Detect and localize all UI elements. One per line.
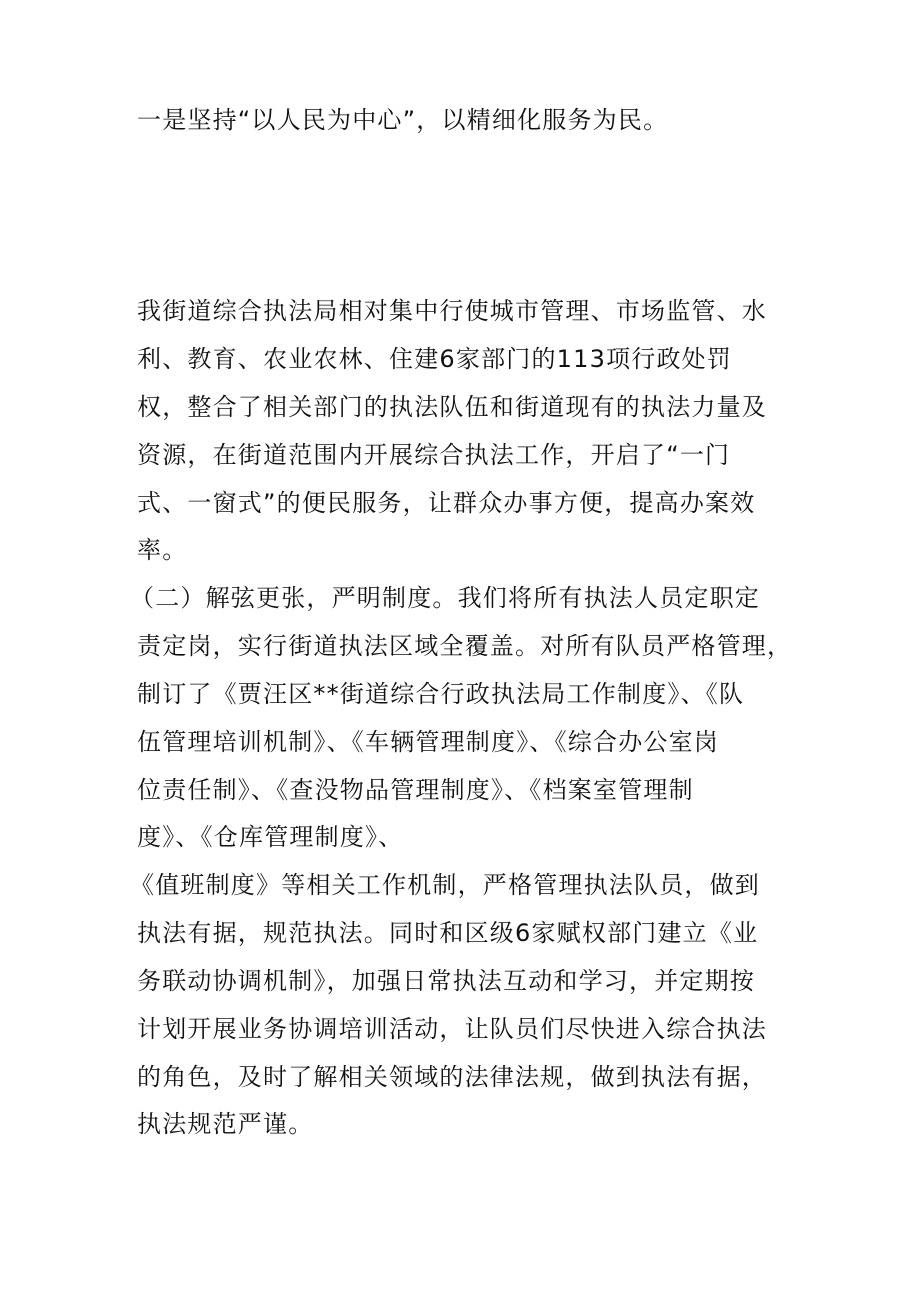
paragraph-line: 务联动协调机制》，加强日常执法互动和学习，并定期按 bbox=[137, 967, 755, 995]
paragraph-line: （二）解弦更张，严明制度。我们将所有执法人员定职定 bbox=[130, 584, 760, 612]
paragraph-line: 执法有据，规范执法。同时和区级6家赋权部门建立《业 bbox=[137, 919, 759, 947]
paragraph-line: 权，整合了相关部门的执法队伍和街道现有的执法力量及 bbox=[137, 393, 767, 421]
paragraph-line: 位责任制》、《查没物品管理制度》、《档案室管理制 bbox=[137, 776, 694, 804]
paragraph-line: 式、一窗式”的便民服务，让群众办事方便，提高办案效 bbox=[137, 489, 756, 517]
paragraph-line: 执法规范严谨。 bbox=[137, 1110, 314, 1138]
paragraph-line: 责定岗，实行街道执法区域全覆盖。对所有队员严格管理， bbox=[137, 632, 793, 660]
paragraph-line: 伍管理培训机制》、《车辆管理制度》、《综合办公室岗 bbox=[137, 728, 719, 756]
paragraph-line: 利、教育、农业农林、住建6家部门的113项行政处罚 bbox=[137, 345, 733, 373]
paragraph-line: 率。 bbox=[137, 536, 188, 564]
paragraph-line: 我街道综合执法局相对集中行使城市管理、市场监管、水 bbox=[137, 297, 767, 325]
paragraph-line: 资源，在街道范围内开展综合执法工作，开启了“一门 bbox=[137, 441, 731, 469]
paragraph-line: 制订了《贾汪区**街道综合行政执法局工作制度》、《队 bbox=[137, 680, 745, 708]
paragraph-line: 的角色，及时了解相关领域的法律法规，做到执法有据， bbox=[137, 1063, 767, 1091]
paragraph-line: 计划开展业务协调培训活动，让队员们尽快进入综合执法 bbox=[137, 1015, 767, 1043]
heading-line: 一是坚持“以人民为中心”，以精细化服务为民。 bbox=[137, 106, 669, 134]
paragraph-line: 度》、《仓库管理制度》、 bbox=[137, 823, 404, 851]
paragraph-line: 《值班制度》等相关工作机制，严格管理执法队员，做到 bbox=[130, 871, 760, 899]
